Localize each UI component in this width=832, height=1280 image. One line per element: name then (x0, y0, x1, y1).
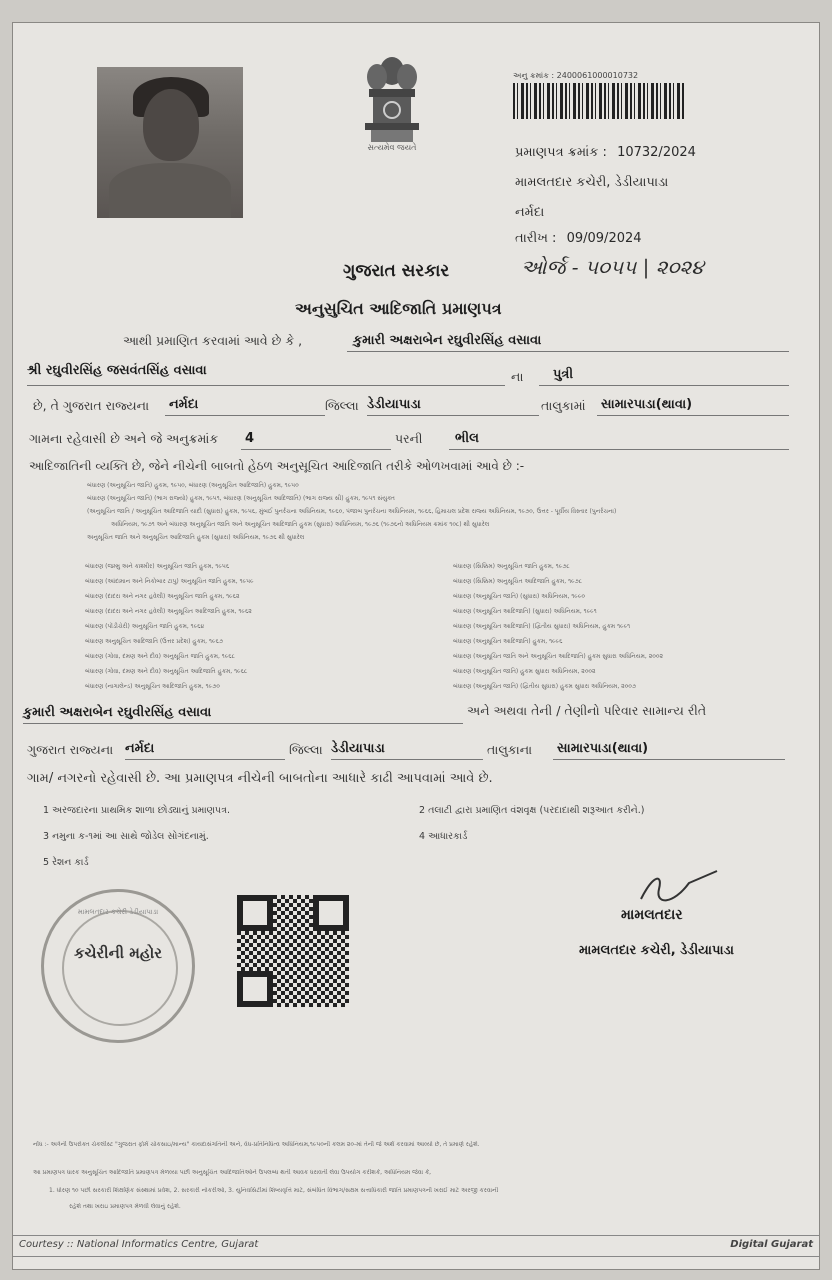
date-label: તારીખ : (515, 231, 557, 246)
order-line: બંધારણ અનુસૂચિત આદિજાતિ (ઉત્તર પ્રદેશ) હુકમ, ૧૯૬૭ (85, 638, 223, 645)
serial-number: 2400061000010732 (556, 71, 639, 80)
note-2: આ પ્રમાણપત્ર ધારક અનુસૂચિત આદિજાતિ પ્રમાણપત્ર મેળવ્યા પછી અનુસૂચિત આદિજાતિઓને ઉપલબ્ધ થતી આવક ધરાવતી લેવા ઉપયોગ કરીશકે, અધિનિયમ જેવા કે, (33, 1169, 432, 1176)
village-2-line (553, 737, 785, 760)
doc-item: 4 આધારકાર્ડ (419, 831, 468, 842)
village: સામારપાડા(થાવા) (601, 397, 693, 412)
doc-item: 2 તલાટી દ્વારા પ્રમાણિત વંશવૃક્ષ (પરદાદાથી શરૂઆત કરીને.) (419, 805, 645, 816)
order-line: બંધારણ (અનુસૂચિત આદિજાતિ) હુકમ, ૧૯૯૬ (453, 638, 563, 645)
doc-item: 5 રેશન કાર્ડ (43, 857, 89, 868)
orders-right (453, 559, 793, 694)
cert-number-row (515, 145, 696, 160)
note-4: રહેશે તથા ખરાઇ પ્રમાણપત્ર મેળવી લેવાનું રહેશે. (69, 1203, 181, 1210)
office-seal (41, 889, 195, 1043)
taluka-label: તાલુકામાં (541, 398, 586, 413)
applicant-name-2-line (23, 701, 463, 724)
order-line: બંધારણ (સિક્કિમ) અનુસૂચિત જાતિ હુકમ, ૧૯૭૮ (453, 563, 570, 570)
seal-ring-text: મામલતદાર કચેરી ડેડીયાપાડા (77, 908, 159, 916)
order-line: બંધારણ (અનુસૂચિત જાતિ) (દ્વિતીય સુધારા) હુકમ સુધારા અધિનિયમ, ૨૦૦૭ (453, 683, 637, 690)
order-line: બંધારણ (જમ્મુ અને કાશ્મીર) અનુસૂચિત જાતિ હુકમ, ૧૯૫૬ (85, 563, 230, 570)
govt-title: ગુજરાત સરકાર (343, 261, 450, 281)
order-line: બંધારણ (ગોવા, દમણ અને દીવ) અનુસૂચિત જાતિ હુકમ, ૧૯૬૮ (85, 653, 235, 660)
issuing-district: નર્મદા (515, 205, 545, 220)
order-line: (અનુસૂચિત જાતિ / અનુસૂચિત આદિજાતિ યાદી (સુધારા) હુકમ, ૧૯૫૬, મુંબઈ પુનર્રચના અધિનિયમ, ૧૯૬૦, પંજાબ પુનર્રચના અધિનિયમ, ૧૯૬૬, હિમાચલ પ્રદેશ રાજ્ય અધિનિયમ, ૧૯૭૦, ઉત્તર - પૂર્વીય વિસ્તાર (પુનર્રચના) (87, 508, 617, 515)
note-3: 1. ધોરણ ૧૦ પછી સરકારી શિક્ષણિક સંસ્થામાં પ્રવેશ, 2. સરકારી નોકરીઓ, 3. યુનિવર્સિટીમાં શિષ્યવૃત્તિ માટે, સંબંધિત વિભાગ/સક્ષમ સત્તાધિકારી જાતિ પ્રમાણપત્રની ખરાઈ માટે અરજી કરવાની (49, 1187, 499, 1194)
note-1: નોંધ :- અત્રેની ઉપરોક્ત ચેકલીસ્ટ "ગુજરાત ફોર્મ ચોકસાઇ/માન્ય" કાયદાસંગતિની અને, વૈધ-પ્રતિનિધિત્વ અધિનિયમ,૧૯૫૦ની કલમ ૨૦-માં તેની જે અર્થ કરવામાં આવ્યો છે, તે પ્રમાણે રહેશે. (33, 1141, 480, 1148)
doc-item: 3 નમુના ક-૧માં આ સાથે જોડેલ સોગંદનામું. (43, 831, 209, 842)
national-emblem-icon (355, 49, 429, 145)
footer-brand: Digital Gujarat (730, 1239, 813, 1250)
basis-text: ગામ/ નગરનો રહેવાસી છે. આ પ્રમાણપત્ર નીચેની બાબતોના આધારે કાઢી આપવામાં આવે છે. (27, 771, 493, 786)
doc-item: 1 અરજદારના પ્રાથમિક શાળા છોડ્યાનું પ્રમાણપત્ર. (43, 805, 230, 816)
state-district-line (165, 393, 325, 416)
tribe: ભીલ (455, 431, 479, 446)
order-line: બંધારણ (અનુસૂચિત આદિજાતિ) (દ્વિતીય સુધારા) અધિનિયમ, હુકમ ૧૯૯૧ (453, 623, 631, 630)
order-line: બંધારણ (અનુસૂચિત આદિજાતિ) (સુધારા) અધિનિયમ, ૧૯૯૧ (453, 608, 597, 615)
order-line: બંધારણ (નાગાલેન્ડ) અનુસૂચિત આદિજાતિ હુકમ, ૧૯૭૦ (85, 683, 220, 690)
order-line: બંધારણ (અનુસૂચિત જાતિ) (ભાગ રાજ્યો) હુકમ, ૧૯૫૧, બંધારણ (અનુસૂચિત આદિજાતિ) (ભાગ રાજ્ય સી) હુકમ, ૧૯૫૧ સંયુક્ત (87, 495, 395, 502)
taluka-label-2: તાલુકાના (487, 742, 533, 757)
order-line: બંધારણ (અનુસૂચિત જાતિ) હુકમ, ૧૯૫૦, બંધારણ (અનુસૂચિત આદિજાતિ) હુકમ, ૧૯૫૦ (87, 482, 299, 489)
order-line: અનુસૂચિત જાતિ અને અનુસૂચિત આદિજાતિ હુકમ (સુધારા) અધિનિયમ, ૧૯૭૬ થી સુધારેલ (87, 534, 305, 541)
certificate-title: અનુસુચિત આદિજાતિ પ્રમાણપત્ર (295, 299, 502, 318)
cert-number: 10732/2024 (617, 145, 696, 160)
village-line (597, 393, 789, 416)
orders-left (85, 559, 425, 694)
serial-text-label: ગામના રહેવાસી છે અને જે અનુક્રમાંક (29, 431, 219, 446)
family-label: અને અથવા તેની / તેણીનો પરિવાર સામાન્ય રીતે (467, 703, 707, 718)
applicant-photo (97, 67, 243, 218)
issuing-office: મામલતદાર કચેરી, ડેડીયાપાડા (515, 175, 669, 190)
relation-label: ના (511, 369, 524, 384)
order-line: અધિનિયમ, ૧૯૭૧ અને બંધારણ અનુસૂચિત જાતિ અને અનુસૂચિત આદિજાતિ હુકમ (સુધારા) અધિનિયમ, ૧૯૭૬ (૧૯૭૬નો અધિનિયમ ક્રમાંક ૧૦૮) થી સુધારેલ (111, 521, 490, 528)
order-line: બંધારણ (પોંડીચેરી) અનુસૂચિત જાતિ હુકમ, ૧૯૬૪ (85, 623, 205, 630)
signature-mark (633, 869, 723, 909)
state-label-2: ગુજરાત રાજ્યના (27, 742, 114, 757)
barcode (513, 83, 685, 119)
applicant-name-2: કુમારી અક્ષરાબેન રઘુવીરસિંહ વસાવા (23, 705, 212, 720)
certificate-sheet (12, 22, 820, 1270)
handwritten-note: ઓર્જ - ૫૦૫૫ | ૨૦૨૪ (521, 255, 704, 279)
footer-courtesy: Courtesy :: National Informatics Centre, Gujarat (19, 1239, 259, 1250)
signatory-office: મામલતદાર કચેરી, ડેડીયાપાડા (579, 943, 734, 958)
serial-row: અનુ ક્રમાંક : 2400061000010732 (513, 71, 639, 80)
order-line: બંધારણ (સિક્કિમ) અનુસૂચિત આદિજાતિ હુકમ, ૧૯૭૮ (453, 578, 583, 585)
district-label: જિલ્લા (325, 398, 359, 413)
order-line: બંધારણ (આંદામાન અને નિકોબાર ટાપુ) અનુસૂચિત જાતિ હુકમ, ૧૯૫૯ (85, 578, 254, 585)
relation: પુત્રી (553, 367, 574, 382)
footer-bar (13, 1235, 819, 1257)
district-value-2-line (331, 737, 483, 760)
state-district: નર્મદા (169, 397, 199, 412)
applicant-name-line (347, 329, 789, 352)
cert-number-label: પ્રમાણપત્ર ક્રમાંક : (515, 145, 607, 160)
signatory-title: મામલતદાર (621, 907, 683, 923)
village-2: સામારપાડા(થાવા) (557, 741, 649, 756)
state-label: છે, તે ગુજરાત રાજ્યના (33, 398, 150, 413)
order-line: બંધારણ (દાદરા અને નગર હવેલી) અનુસૂચિત જાતિ હુકમ, ૧૯૬૨ (85, 593, 240, 600)
father-name: શ્રી રઘુવીરસિંહ જસવંતસિંહ વસાવા (27, 363, 207, 378)
serial-text-line (241, 427, 391, 450)
serial-label: અનુ ક્રમાંક (513, 71, 549, 80)
tribe-label: પરની (395, 431, 423, 446)
tribe-line (449, 427, 789, 450)
issue-date: 09/09/2024 (566, 231, 642, 246)
district-value-2: ડેડીયાપાડા (331, 741, 385, 756)
order-line: બંધારણ (અનુસૂચિત જાતિ) હુકમ સુધારા અધિનિયમ, ૨૦૦૨ (453, 668, 596, 675)
certify-label: આથી પ્રમાણિત કરવામાં આવે છે કે , (123, 333, 303, 348)
district-2: નર્મદા (125, 741, 155, 756)
seal-text: કચેરીની મહોર (73, 944, 163, 962)
order-line: બંધારણ (અનુસૂચિત જાતિ) (સુધારા) અધિનિયમ, ૧૯૯૦ (453, 593, 585, 600)
applicant-name: કુમારી અક્ષરાબેન રઘુવીરસિંહ વસાવા (353, 333, 542, 348)
district-line (367, 393, 539, 416)
district-2-line (125, 737, 285, 760)
tribe-description: આદિજાતિની વ્યક્તિ છે, જેને નીચેની બાબતો હેઠળ અનુસૂચિત આદિજાતિ તરીકે ઓળખવામાં આવે છે :- (29, 459, 525, 473)
order-line: બંધારણ (અનુસૂચિત જાતિ અને અનુસૂચિત આદિજાતિ) હુકમ સુધારા અધિનિયમ, ૨૦૦૨ (453, 653, 663, 660)
serial-text-value: 4 (245, 431, 255, 446)
emblem-caption: સત્યમેવ જયતે (367, 143, 417, 152)
relation-line (539, 363, 789, 386)
date-row (515, 231, 642, 246)
order-line: બંધારણ (ગોવા, દમણ અને દીવ) અનુસૂચિત આદિજાતિ હુકમ, ૧૯૬૮ (85, 668, 248, 675)
qr-code (237, 895, 349, 1007)
district-label-2: જિલ્લા (289, 742, 323, 757)
orders-top (87, 479, 807, 544)
district-value: ડેડીયાપાડા (367, 397, 421, 412)
father-name-line (27, 359, 505, 386)
order-line: બંધારણ (દાદરા અને નગર હવેલી) અનુસૂચિત આદિજાતિ હુકમ, ૧૯૬૨ (85, 608, 252, 615)
